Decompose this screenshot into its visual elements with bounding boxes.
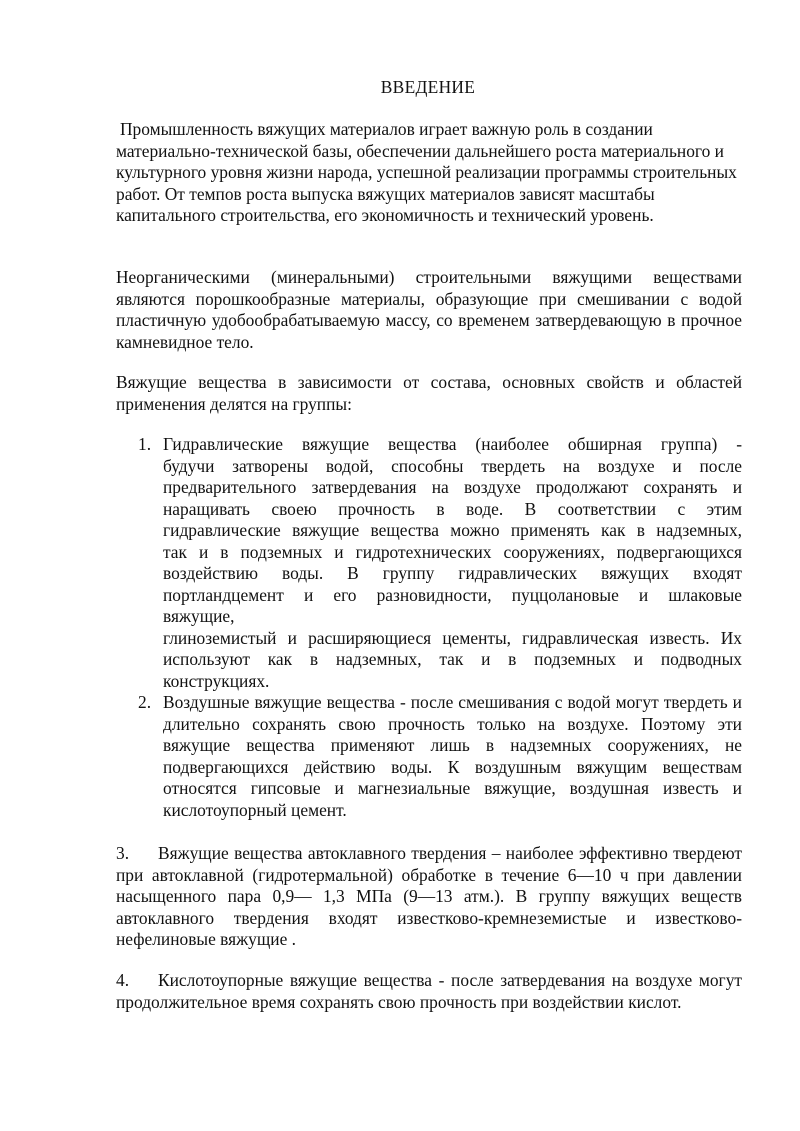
item-4-text: Кислотоупорные вяжущие вещества - после затвердевания на воздухе могут продолжительное время сохранять свою прочность при воздействии кислот.	[116, 970, 742, 1012]
list-item-line: портландцемент и его разновидности, пуццолановые и шлаковые	[163, 584, 742, 605]
document-title: ВВЕДЕНИЕ	[380, 77, 476, 97]
list-item-line: наращивать своею прочность в воде. В соответствии с этим	[163, 498, 742, 519]
paragraph-intro	[116, 119, 742, 227]
item-3-number: 3.	[116, 843, 130, 863]
paragraph-groups: Вяжущие вещества в зависимости от состава, основных свойств и областей применения делятся на группы:	[116, 372, 742, 414]
list-item-line: предварительного затвердевания на воздухе продолжают сохранять и	[163, 477, 742, 497]
paragraph-item-4	[116, 970, 742, 1013]
list-item-line: Гидравлические вяжущие вещества (наиболее обширная группа) -	[163, 434, 742, 454]
item-3-text: Вяжущие вещества автоклавного твердения – наиболее эффективно твердеют при автоклавной (гидротермальной) обработке в течение 6—10 ч при давлении насыщенного пара 0,9— 1,3 МПа (9—13 атм.). В группу вяжущих веществ автоклавного твердения входят известково-кремнеземистые и известково-нефелиновые вяжущие .	[116, 843, 742, 949]
list-item-line: так и в подземных и гидротехнических сооружениях, подвергающихся	[163, 541, 742, 562]
list-item-line: гидравлические вяжущие вещества можно применять как в надземных,	[163, 520, 742, 540]
list-item	[116, 692, 742, 821]
list-item-line: будучи затворены водой, способны твердеть на воздухе и после	[163, 455, 742, 476]
list-item-line: воздействию воды. В группу гидравлических вяжущих входят	[163, 563, 742, 583]
list-item-line: вяжущие,	[163, 606, 235, 626]
list-item-number: 1.	[138, 434, 152, 454]
list-item-text	[163, 434, 742, 692]
paragraph-intro-text: Промышленность вяжущих материалов играет важную роль в создании материально-технической базы, обеспечении дальнейшего роста материального и культурного уровня жизни народа, успешной реализации программы строительных работ. От темпов роста выпуска вяжущих материалов зависят масштабы капитального строительства, его экономичность и технический уровень.	[116, 119, 737, 225]
list-item-number: 2.	[138, 692, 152, 712]
list-item-line: конструкциях.	[163, 670, 270, 691]
list-item-text: Воздушные вяжущие вещества - после смешивания с водой могут твердеть и длительно сохранять свою прочность только на воздухе. Поэтому эти вяжущие вещества применяют лишь в надземных сооружениях, не подвергающихся действию воды. К воздушным вяжущим веществам относятся гипсовые и магнезиальные вяжущие, воздушная известь и кислотоупорный цемент.	[163, 692, 742, 820]
list-item-line: глиноземистый и расширяющиеся цементы, гидравлическая известь. Их	[163, 627, 742, 648]
list-item	[116, 434, 742, 692]
list-item-line: используют как в надземных, так и в подземных и подводных	[163, 649, 742, 669]
binder-groups-list	[116, 434, 742, 821]
item-4-number: 4.	[116, 970, 130, 990]
paragraph-item-3	[116, 843, 742, 951]
paragraph-definition: Неорганическими (минеральными) строительными вяжущими веществами являются порошкообразные материалы, образующие при смешивании с водой пластичную удобообрабатываемую массу, со временем затвердевающую в прочное камневидное тело.	[116, 267, 742, 352]
